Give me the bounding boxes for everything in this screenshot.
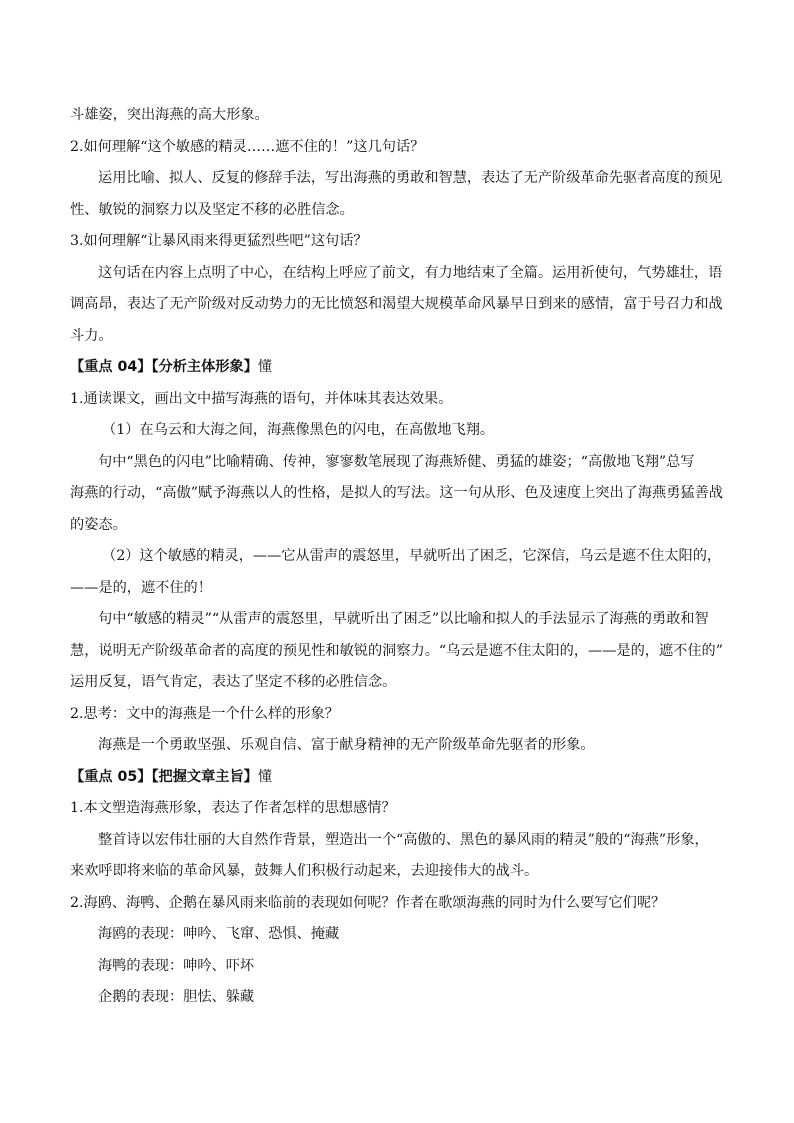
answer-line: 海燕是一个勇敢坚强、乐观自信、富于献身精神的无产阶级革命先驱者的形象。 [98,737,595,753]
section-heading-04 [70,352,724,384]
answer-line: 的姿态。 [70,516,127,533]
answer-line: 调高昂，表达了无产阶级对反动势力的无比愤怒和渴望大规模革命风暴早日到来的感情，富于号召力和战 [70,296,723,312]
section-heading-tag: 懂 [257,768,273,785]
answer-line: 海鸭的表现：呻吟、吓坏 [98,957,255,974]
answer-line: 慧，说明无产阶级革命者的高度的预见性和敏锐的洞察力。“乌云是遮不住太阳的，——是的，遮不住的” [70,642,723,659]
answer-line: 性、敏锐的洞察力以及坚定不移的必胜信念。 [70,201,354,218]
quote-line: （1）在乌云和大海之间，海燕像黑色的闪电，在高傲地飞翔。 [102,422,495,438]
answer-line: 海燕的行动，“高傲”赋予海燕以人的性格，是拟人的写法。这一句从形、色及速度上突出了海燕勇猛善战 [70,485,723,501]
answer-line: 这句话在内容上点明了中心，在结构上呼应了前文，有力地结束了全篇。运用祈使句，气势雄壮，语 [98,264,723,281]
question-line: 2.海鸥、海鸭、企鹅在暴风雨来临前的表现如何呢？作者在歌颂海燕的同时为什么要写它们呢？ [70,894,666,911]
section-heading-label: 【重点 04】【分析主体形象】 [70,359,258,375]
quote-line: ——是的，遮不住的！ [70,579,212,596]
document-page [70,100,724,1014]
question-line: 3.如何理解“让暴风雨来得更猛烈些吧”这句话？ [70,233,368,249]
answer-line: 句中“黑色的闪电”比喻精确、传神，寥寥数笔展现了海燕矫健、勇猛的雄姿；“高傲地飞翔”总写 [98,453,695,470]
quote-line: （2）这个敏感的精灵，——它从雷声的震怒里，早就听出了困乏，它深信，乌云是遮不住太阳的， [102,548,722,564]
section-heading-05 [70,762,724,794]
answer-line: 整首诗以宏伟壮丽的大自然作背景，塑造出一个“高傲的、黑色的暴风雨的精灵”般的“海燕”形象， [98,831,709,848]
answer-line: 运用比喻、拟人、反复的修辞手法，写出海燕的勇敢和智慧，表达了无产阶级革命先驱者高度的预见 [98,170,723,186]
question-line: 1.通读课文，画出文中描写海燕的语句，并体味其表达效果。 [70,390,453,407]
section-heading-tag: 懂 [257,359,273,375]
answer-line: 斗力。 [70,327,113,344]
question-line: 2.思考：文中的海燕是一个什么样的形象？ [70,705,339,722]
answer-line: 企鹅的表现：胆怯、躲藏 [98,989,255,1005]
section-heading-label: 【重点 05】【把握文章主旨】 [70,768,258,785]
question-line: 1.本文塑造海燕形象，表达了作者怎样的思想感情？ [70,800,396,816]
answer-line: 句中“敏感的精灵”“从雷声的震怒里，早就听出了困乏”以比喻和拟人的手法显示了海燕的勇敢和智 [98,611,709,627]
answer-line: 运用反复，语气肯定，表达了坚定不移的必胜信念。 [70,674,397,690]
question-line: 2.如何理解“这个敏感的精灵……遮不住的！”这几句话？ [70,138,425,155]
paragraph-line: 斗雄姿，突出海燕的高大形象。 [70,107,269,123]
answer-line: 来欢呼即将来临的革命风暴，鼓舞人们积极行动起来，去迎接伟大的战斗。 [70,863,539,879]
answer-line: 海鸥的表现：呻吟、飞窜、恐惧、掩藏 [98,926,340,942]
